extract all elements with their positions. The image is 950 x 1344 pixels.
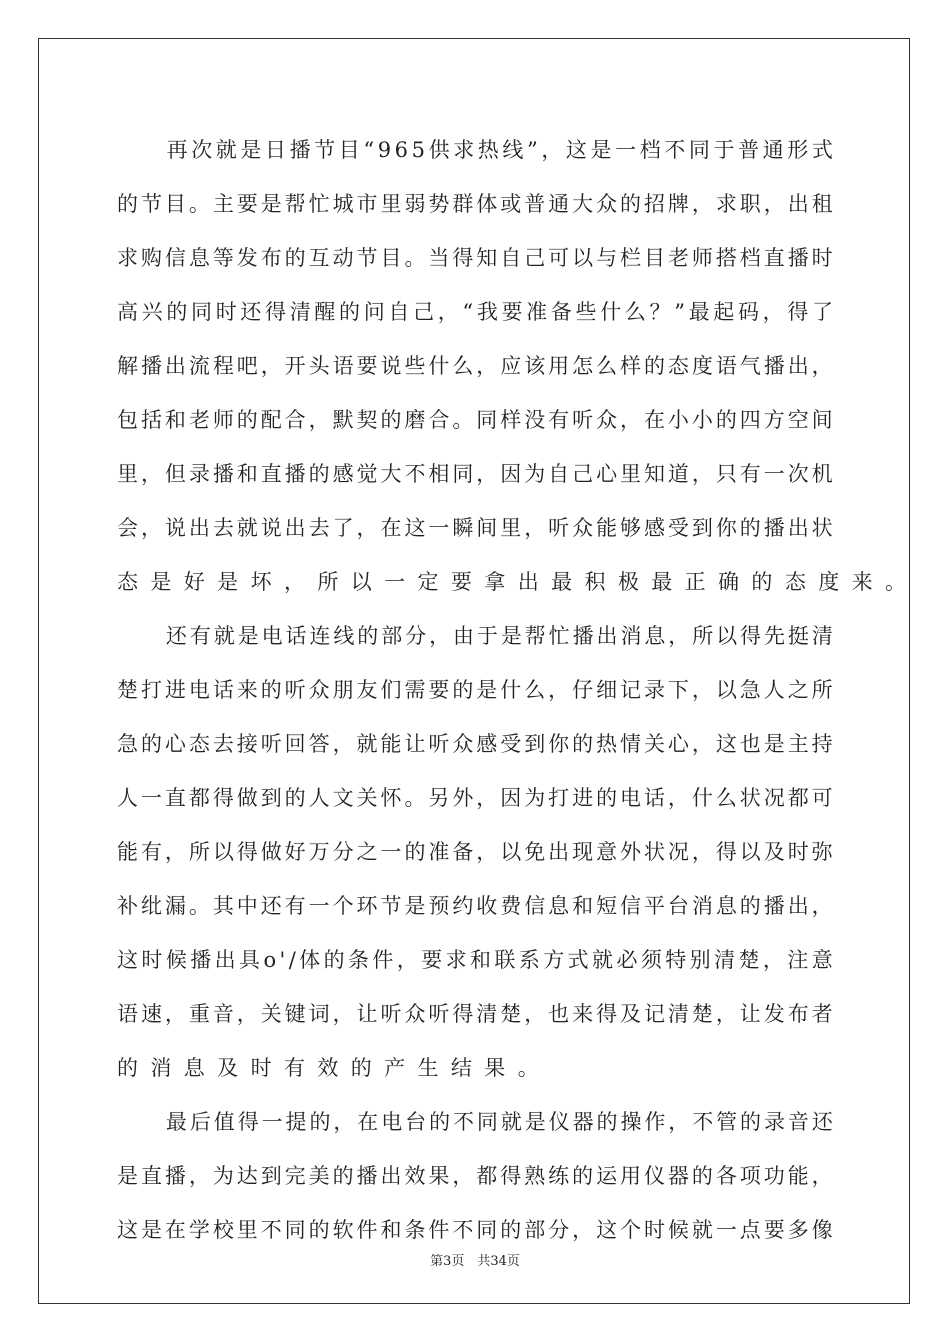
text-line: 求 购 信 息 等 发 布 的 互 动 节 目 。 当 得 知 自 己 可 以 与 栏 目 老 师 搭 档 直 播 时 [117,246,833,270]
text-line: 高 兴 的 同 时 还 得 清 醒 的 问 自 己 ， “ 我 要 准 备 些 什 么 ？ ” 最 起 码 ， 得 了 [117,300,833,324]
text-line: 楚 打 进 电 话 来 的 听 众 朋 友 们 需 要 的 是 什 么 ， 仔 细 记 录 下 ， 以 急 人 之 所 [117,678,833,702]
text-line: 态 是 好 是 坏 ， 所 以 一 定 要 拿 出 最 积 极 最 正 确 的 态 度 来 。 [117,570,906,594]
text-line: 补 纰 漏 。 其 中 还 有 一 个 环 节 是 预 约 收 费 信 息 和 短 信 平 台 消 息 的 播 出 ， [117,894,833,918]
text-line: 包 括 和 老 师 的 配 合 ， 默 契 的 磨 合 。 同 样 没 有 听 众 ， 在 小 小 的 四 方 空 间 [117,408,833,432]
text-line: 能 有 ， 所 以 得 做 好 万 分 之 一 的 准 备 ， 以 免 出 现 意 外 状 况 ， 得 以 及 时 弥 [117,840,833,864]
paragraph-indent [117,614,163,658]
text-line: 的 消 息 及 时 有 效 的 产 生 结 果 。 [117,1056,539,1080]
text-line: 会 ， 说 出 去 就 说 出 去 了 ， 在 这 一 瞬 间 里 ， 听 众 能 够 感 受 到 你 的 播 出 状 [117,516,833,540]
paragraph-indent [117,1100,163,1144]
text-line: 最 后 值 得 一 提 的 ， 在 电 台 的 不 同 就 是 仪 器 的 操 作 ， 不 管 的 录 音 还 [117,1100,833,1144]
text-line: 语 速 ， 重 音 ， 关 键 词 ， 让 听 众 听 得 清 楚 ， 也 来 得 及 记 清 楚 ， 让 发 布 者 [117,1002,833,1026]
text-line: 再 次 就 是 日 播 节 目 “ 9 6 5 供 求 热 线 ” ， 这 是 一 档 不 同 于 普 通 形 式 [117,128,833,172]
text-line: 人 一 直 都 得 做 到 的 人 文 关 怀 。 另 外 ， 因 为 打 进 的 电 话 ， 什 么 状 况 都 可 [117,786,833,810]
text-line: 里 ， 但 录 播 和 直 播 的 感 觉 大 不 相 同 ， 因 为 自 己 心 里 知 道 ， 只 有 一 次 机 [117,462,833,486]
text-line: 还 有 就 是 电 话 连 线 的 部 分 ， 由 于 是 帮 忙 播 出 消 息 ， 所 以 得 先 挺 清 [117,614,833,658]
text-line: 这 时 候 播 出 具 o ' / 体 的 条 件 ， 要 求 和 联 系 方 式 就 必 须 特 别 清 楚 ， 注 意 [117,948,833,972]
page-footer: 第3页 共34页 [430,1254,520,1269]
paragraph-indent [117,128,163,172]
text-line: 解 播 出 流 程 吧 ， 开 头 语 要 说 些 什 么 ， 应 该 用 怎 么 样 的 态 度 语 气 播 出 ， [117,354,833,378]
document-body [117,128,906,1262]
text-line: 急 的 心 态 去 接 听 回 答 ， 就 能 让 听 众 感 受 到 你 的 热 情 关 心 ， 这 也 是 主 持 [117,732,833,756]
text-line: 的 节 目 。 主 要 是 帮 忙 城 市 里 弱 势 群 体 或 普 通 大 众 的 招 牌 ， 求 职 ， 出 租 [117,192,833,216]
text-line: 是 直 播 ， 为 达 到 完 美 的 播 出 效 果 ， 都 得 熟 练 的 运 用 仪 器 的 各 项 功 能 ， [117,1164,833,1188]
text-line: 这 是 在 学 校 里 不 同 的 软 件 和 条 件 不 同 的 部 分 ， 这 个 时 候 就 一 点 要 多 像 [117,1218,833,1242]
